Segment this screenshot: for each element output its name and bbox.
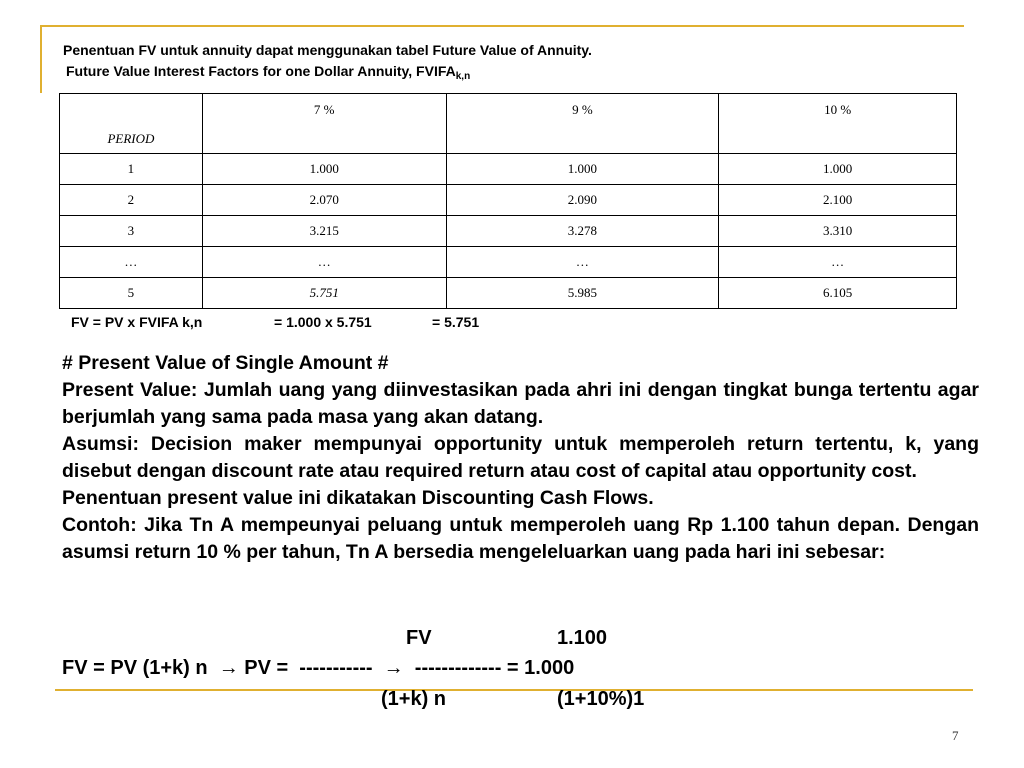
table-cell: 1.000 <box>202 154 446 185</box>
table-cell: 2.070 <box>202 185 446 216</box>
table-cell: 3.310 <box>719 216 957 247</box>
paragraph-present-value: Present Value: Jumlah uang yang diinvestasikan pada ahri ini dengan tingkat bunga tertentu agar berjumlah yang sama pada masa yang akan datang. <box>62 379 979 428</box>
left-rule <box>40 25 42 93</box>
eqn-main-line: FV = PV (1+k) n → PV = ----------- → ------------- = 1.000 <box>62 657 575 679</box>
paragraph-discounting: Penentuan present value ini dikatakan Discounting Cash Flows. <box>62 487 654 509</box>
table-cell: 3.215 <box>202 216 446 247</box>
table-cell: … <box>60 247 203 278</box>
eqn-numerator-value: 1.100 <box>557 627 608 649</box>
table-cell: … <box>446 247 719 278</box>
table-row <box>60 154 957 185</box>
fv-formula-part-1: FV = PV x FVIFA k,n <box>71 314 203 330</box>
heading-line-2 <box>66 63 470 82</box>
table-header-row <box>60 94 957 154</box>
table-cell: 3 <box>60 216 203 247</box>
heading-subscript: k,n <box>455 71 471 82</box>
paragraph-contoh: Contoh: Jika Tn A mempeunyai peluang untuk memperoleh uang Rp 1.100 tahun depan. Dengan asumsi return 10 % per tahun, Tn A bersedia mengeleluarkan uang pada hari ini sebesar: <box>62 514 979 563</box>
section-title: # Present Value of Single Amount # <box>62 352 389 374</box>
header-rate-7: 7 % <box>202 94 446 154</box>
table-cell: … <box>202 247 446 278</box>
eqn-denominator-value: (1+10%)1 <box>557 688 645 710</box>
eqn-denominator-symbolic: (1+k) n <box>381 688 447 710</box>
header-period: PERIOD <box>60 94 203 154</box>
table-cell: 2.100 <box>719 185 957 216</box>
table-cell: 1.000 <box>446 154 719 185</box>
table-cell: 5 <box>60 278 203 309</box>
table-row <box>60 278 957 309</box>
table-row <box>60 247 957 278</box>
top-rule <box>40 25 964 27</box>
table-cell: 1 <box>60 154 203 185</box>
page-number: 7 <box>952 728 959 743</box>
table-cell: 6.105 <box>719 278 957 309</box>
fvifa-table <box>59 93 957 309</box>
heading-line-2-text: Future Value Interest Factors for one Dollar Annuity, FVIFA <box>66 63 456 79</box>
bottom-rule <box>55 689 973 691</box>
table-cell: … <box>719 247 957 278</box>
table-row <box>60 185 957 216</box>
table-cell: 2.090 <box>446 185 719 216</box>
header-rate-9: 9 % <box>446 94 719 154</box>
table-row <box>60 216 957 247</box>
fv-formula-part-2: = 1.000 x 5.751 <box>274 314 372 330</box>
table-cell: 1.000 <box>719 154 957 185</box>
heading-line-1: Penentuan FV untuk annuity dapat menggunakan tabel Future Value of Annuity. <box>63 42 592 58</box>
fv-formula-part-3: = 5.751 <box>432 314 480 330</box>
paragraph-asumsi: Asumsi: Decision maker mempunyai opportunity untuk memperoleh return tertentu, k, yang disebut dengan discount rate atau required return atau cost of capital atau opportunity cost. <box>62 433 979 482</box>
table-cell: 5.985 <box>446 278 719 309</box>
body-text <box>62 350 979 566</box>
table-cell-highlight: 5.751 <box>202 278 446 309</box>
header-rate-10: 10 % <box>719 94 957 154</box>
table-cell: 2 <box>60 185 203 216</box>
eqn-numerator-symbolic: FV <box>406 627 432 649</box>
table-cell: 3.278 <box>446 216 719 247</box>
